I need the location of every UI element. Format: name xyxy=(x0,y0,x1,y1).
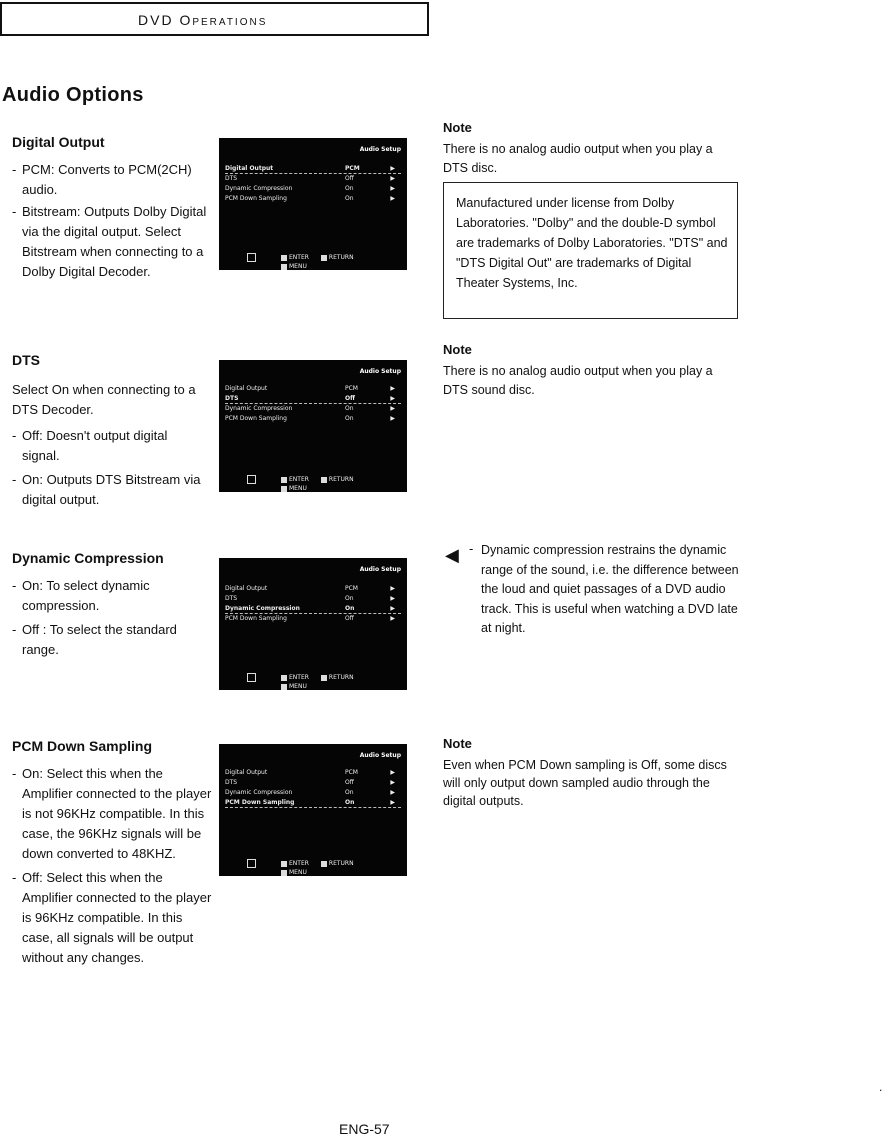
section-header-title: DVD Operations xyxy=(138,12,268,28)
chevron-right-icon: ▶ xyxy=(390,779,395,786)
license-notice-box xyxy=(443,182,738,319)
pcm-down-sampling-body xyxy=(12,764,212,968)
screen-row-digital-output: Digital Output PCM ▶ xyxy=(225,585,395,592)
digital-output-body xyxy=(12,160,208,282)
chevron-right-icon: ▶ xyxy=(390,789,395,796)
chevron-right-icon: ▶ xyxy=(390,195,395,202)
pcm-down-sampling-bullet-on: - On: Select this when the Amplifier connected to the player is not 96KHz compatible. In this case, the 96KHz signals will be down converted to 48KHZ. xyxy=(12,764,212,864)
dts-bullet-on: - On: Outputs DTS Bitstream via digital output. xyxy=(12,470,208,510)
audio-setup-screen-digital-output xyxy=(219,138,407,270)
chevron-right-icon: ▶ xyxy=(390,405,395,412)
dynamic-compression-bullet-on: - On: To select dynamic compression. xyxy=(12,576,208,616)
screen-title: Audio Setup xyxy=(359,146,401,153)
screen-row-dts: DTS Off ▶ xyxy=(225,394,401,404)
screen-row-dynamic-compression: Dynamic Compression On ▶ xyxy=(225,185,395,192)
audio-setup-screen-pcm-down-sampling xyxy=(219,744,407,876)
screen-title: Audio Setup xyxy=(359,368,401,375)
setup-icon xyxy=(247,859,256,868)
screen-footer: ENTER RETURNMENU xyxy=(281,673,399,682)
corner-mark: . xyxy=(879,1080,883,1094)
section-header-box xyxy=(0,2,429,36)
chevron-right-icon: ▶ xyxy=(390,799,395,806)
dynamic-compression-title: Dynamic Compression xyxy=(12,550,164,566)
chevron-right-icon: ▶ xyxy=(390,165,395,172)
screen-row-digital-output: Digital Output PCM ▶ xyxy=(225,385,395,392)
screen-row-dts: DTS Off ▶ xyxy=(225,175,395,182)
screen-footer: ENTER RETURNMENU xyxy=(281,253,399,262)
audio-setup-screen-dts xyxy=(219,360,407,492)
chevron-right-icon: ▶ xyxy=(390,185,395,192)
license-notice-text: Manufactured under license from Dolby Laboratories. "Dolby" and the double-D symbol are trademarks of Dolby Laboratories. "DTS" and "DTS Digital Out" are trademarks of Digital Theater Systems, Inc. xyxy=(456,196,728,290)
pcm-down-sampling-title: PCM Down Sampling xyxy=(12,738,152,754)
dynamic-compression-body xyxy=(12,576,208,660)
screen-row-digital-output: Digital Output PCM ▶ xyxy=(225,164,401,174)
chevron-right-icon: ▶ xyxy=(390,395,395,402)
dynamic-compression-side-note: Dynamic compression restrains the dynamic range of the sound, i.e. the difference between the loud and quiet passages of a DVD audio track. This is useful when watching a DVD late at night. xyxy=(481,543,739,635)
pcm-note-title: Note xyxy=(443,736,472,751)
dynamic-compression-bullet-off: - Off : To select the standard range. xyxy=(12,620,208,660)
screen-row-dynamic-compression: Dynamic Compression On ▶ xyxy=(225,604,401,614)
setup-icon xyxy=(247,475,256,484)
chevron-right-icon: ▶ xyxy=(390,605,395,612)
page-number: ENG-57 xyxy=(339,1121,390,1137)
side-note-dash: - xyxy=(469,541,474,556)
screen-row-pcm-down-sampling: PCM Down Sampling On ▶ xyxy=(225,415,395,422)
setup-icon xyxy=(247,253,256,262)
dts-note-title: Note xyxy=(443,342,472,357)
audio-setup-screen-dynamic-compression xyxy=(219,558,407,690)
chevron-right-icon: ▶ xyxy=(390,595,395,602)
screen-row-pcm-down-sampling: PCM Down Sampling On ▶ xyxy=(225,195,395,202)
screen-row-digital-output: Digital Output PCM ▶ xyxy=(225,769,395,776)
dts-note-text: There is no analog audio output when you play a DTS sound disc. xyxy=(443,364,713,397)
screen-row-pcm-down-sampling: PCM Down Sampling Off ▶ xyxy=(225,615,395,622)
chevron-right-icon: ▶ xyxy=(390,175,395,182)
digital-output-bullet-bitstream: - Bitstream: Outputs Dolby Digital via the digital output. Select Bitstream when connecting to a Dolby Digital Decoder. xyxy=(12,202,208,282)
dts-title: DTS xyxy=(12,352,40,368)
screen-row-dts: DTS On ▶ xyxy=(225,595,395,602)
screen-title: Audio Setup xyxy=(359,566,401,573)
pcm-note-text: Even when PCM Down sampling is Off, some discs will only output down sampled audio through the digital outputs. xyxy=(443,758,727,808)
screen-row-pcm-down-sampling: PCM Down Sampling On ▶ xyxy=(225,798,401,808)
setup-icon xyxy=(247,673,256,682)
dts-bullet-off: - Off: Doesn't output digital signal. xyxy=(12,426,208,466)
dts-intro: Select On when connecting to a DTS Decoder. xyxy=(12,382,196,417)
digital-output-bullet-pcm: - PCM: Converts to PCM(2CH) audio. xyxy=(12,160,208,200)
chevron-right-icon: ▶ xyxy=(390,615,395,622)
screen-footer: ENTER RETURNMENU xyxy=(281,859,399,868)
digital-output-note-text: There is no analog audio output when you play a DTS disc. xyxy=(443,142,713,175)
screen-title: Audio Setup xyxy=(359,752,401,759)
pcm-down-sampling-bullet-off: - Off: Select this when the Amplifier connected to the player is 96KHz compatible. In this case, all signals will be output without any changes. xyxy=(12,868,212,968)
chevron-right-icon: ▶ xyxy=(390,585,395,592)
digital-output-title: Digital Output xyxy=(12,134,105,150)
chevron-right-icon: ▶ xyxy=(390,769,395,776)
dts-body xyxy=(12,380,208,510)
screen-row-dynamic-compression: Dynamic Compression On ▶ xyxy=(225,789,395,796)
screen-row-dts: DTS Off ▶ xyxy=(225,779,395,786)
side-note-arrow-icon: ◀ xyxy=(445,545,459,565)
screen-footer: ENTER RETURNMENU xyxy=(281,475,399,484)
chevron-right-icon: ▶ xyxy=(390,415,395,422)
page-title: Audio Options xyxy=(2,84,144,106)
chevron-right-icon: ▶ xyxy=(390,385,395,392)
screen-row-dynamic-compression: Dynamic Compression On ▶ xyxy=(225,405,395,412)
digital-output-note-title: Note xyxy=(443,120,472,135)
